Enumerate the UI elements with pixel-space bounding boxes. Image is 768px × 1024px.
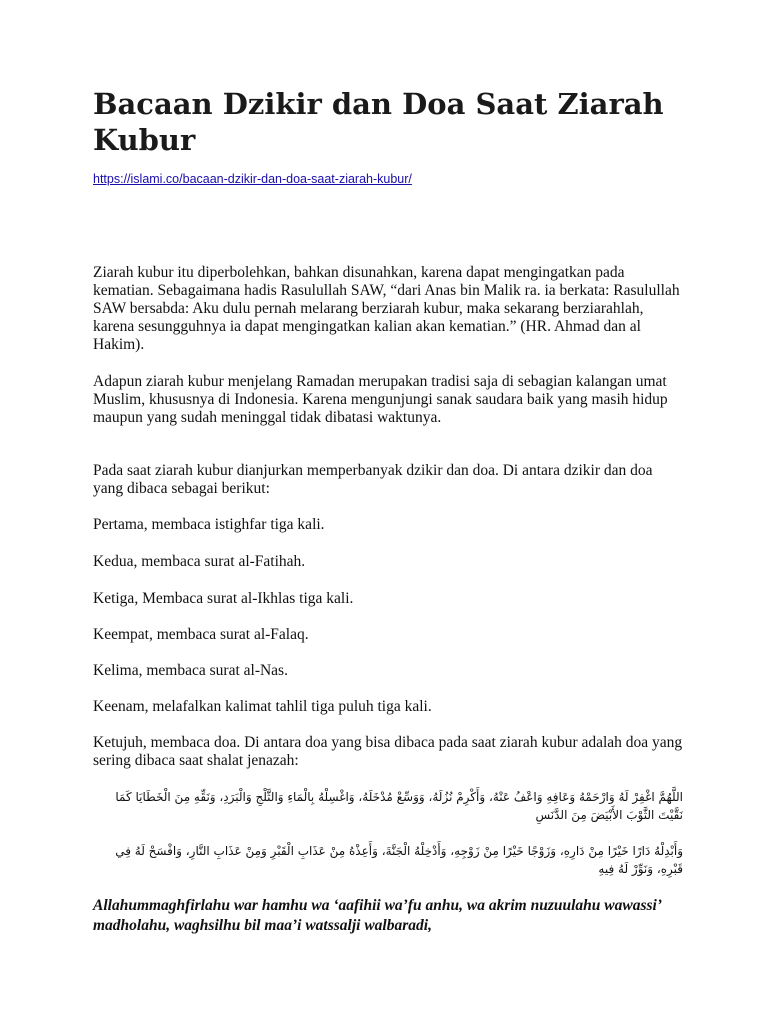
list-item-ketujuh: Ketujuh, membaca doa. Di antara doa yang bisa dibaca pada saat ziarah kubur adalah doa yang sering dibaca saat shalat jenazah: — [93, 734, 683, 769]
list-item-ketiga: Ketiga, Membaca surat al-Ikhlas tiga kali. — [93, 590, 354, 607]
list-item-pertama: Pertama, membaca istighfar tiga kali. — [93, 516, 325, 533]
arabic-prayer-line-1: اللَّهُمَّ اغْفِرْ لَهُ وَارْحَمْهُ وَعَافِهِ وَاعْفُ عَنْهُ، وَأَكْرِمْ نُزُلَهُ، وَوَسِّعْ مُدْخَلَهُ، وَاغْسِلْهُ بِالْمَاءِ وَالثَّلْجِ وَالْبَرَدِ، وَنَقِّهِ مِنَ الْخَطَايَا كَمَا نَقَّيْتَ الثَّوْبَ الأَبْيَضَ مِنَ الدَّنَسِ — [115, 790, 683, 822]
list-item-kelima: Kelima, membaca surat al-Nas. — [93, 662, 288, 679]
paragraph-ramadan: Adapun ziarah kubur menjelang Ramadan merupakan tradisi saja di sebagian kalangan umat Muslim, khususnya di Indonesia. Karena mengunjungi sanak saudara baik yang masih hidup maupun yang sudah meninggal tidak dibatasi waktunya. — [93, 373, 668, 426]
source-link[interactable]: https://islami.co/bacaan-dzikir-dan-doa-saat-ziarah-kubur/ — [93, 172, 412, 186]
document-title: Bacaan Dzikir dan Doa Saat Ziarah Kubur — [93, 87, 664, 157]
latin-transliteration: Allahummaghfirlahu war hamhu wa ‘aafihii wa’fu anhu, wa akrim nuzuulahu wawassi’ madholahu, waghsilhu bil maa’i watssalji walbaradi, — [93, 897, 661, 934]
paragraph-intro: Ziarah kubur itu diperbolehkan, bahkan disunahkan, karena dapat mengingatkan pada kematian. Sebagaimana hadis Rasulullah SAW, “dari Anas bin Malik ra. ia berkata: Rasulullah SAW bersabda: Aku dulu pernah melarang berziarah kubur, maka sekarang berziarahlah, karena sesungguhnya ia dapat mengingatkan kalian akan kematian.” (HR. Ahmad dan al Hakim). — [93, 264, 680, 353]
paragraph-dzikir-intro: Pada saat ziarah kubur dianjurkan memperbanyak dzikir dan doa. Di antara dzikir dan doa yang dibaca sebagai berikut: — [93, 462, 653, 497]
list-item-keenam: Keenam, melafalkan kalimat tahlil tiga puluh tiga kali. — [93, 698, 432, 715]
list-item-keempat: Keempat, membaca surat al-Falaq. — [93, 626, 309, 643]
list-item-kedua: Kedua, membaca surat al-Fatihah. — [93, 553, 306, 570]
arabic-prayer-line-2: وَأَبْدِلْهُ دَارًا خَيْرًا مِنْ دَارِهِ، وَزَوْجًا خَيْرًا مِنْ زَوْجِهِ، وَأَدْخِلْهُ الْجَنَّةَ، وَأَعِذْهُ مِنْ عَذَابِ الْقَبْرِ وَمِنْ عَذَابِ النَّارِ، وَافْسَحْ لَهُ فِي قَبْرِهِ، وَنَوِّرْ لَهُ فِيهِ — [115, 844, 683, 876]
